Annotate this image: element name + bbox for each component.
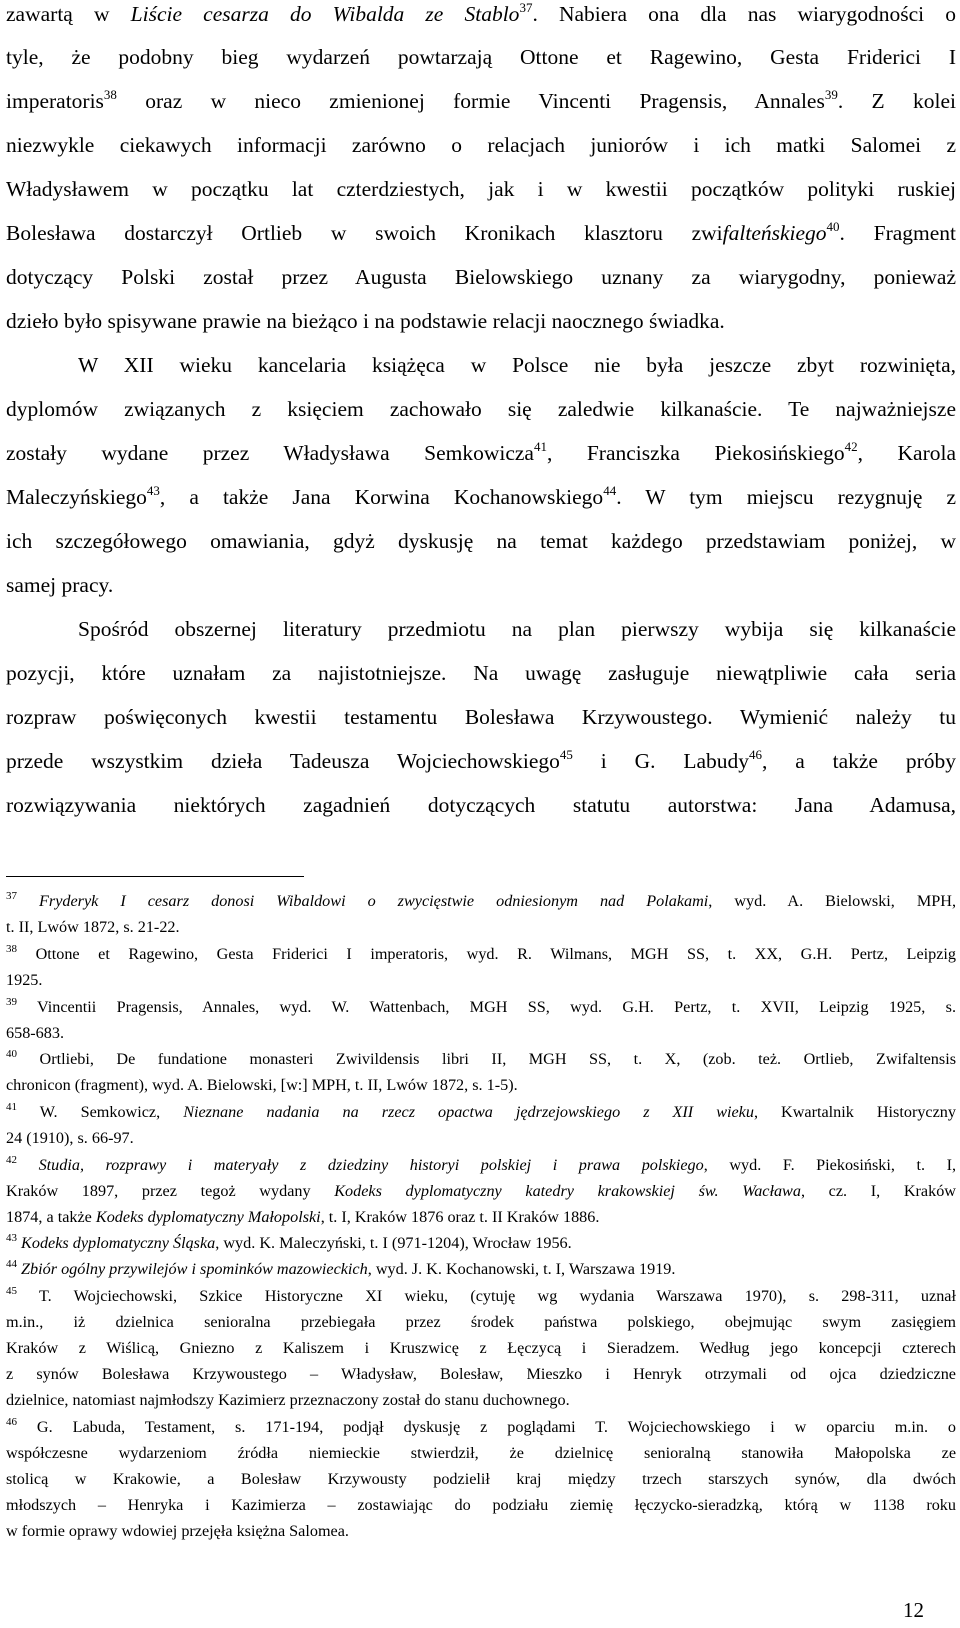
text-line: niezwykle ciekawych informacji zarówno o relacjach juniorów i ich matki Salomei z [6, 133, 956, 157]
footnote-line: Kraków 1897, przez tegoż wydany Kodeks dyplomatyczny katedry krakowskiej św. Wacława, cz. I, Kraków [6, 1182, 956, 1200]
text-line: rozpraw poświęconych kwestii testamentu Bolesława Krzywoustego. Wymienić należy tu [6, 705, 956, 729]
footnote-line: 1925. [6, 971, 43, 989]
footnote-38: $^{38}$ Ottone et Ragewino, Gesta Friderici I imperatoris, wyd. R. Wilmans, MGH SS, t. XX, G.H. Pertz, Leipzig [6, 943, 956, 963]
footnote-line: chronicon (fragment), wyd. A. Bielowski, [w:] MPH, t. II, Lwów 1872, s. 1-5). [6, 1076, 518, 1094]
footnote-44: $^{44}$ Zbiór ogólny przywilejów i spominków mazowieckich, wyd. J. K. Kochanowski, t. I, Warszawa 1919. [6, 1258, 676, 1278]
text-line: dotyczący Polski został przez Augusta Bielowskiego uznany za wiarygodny, ponieważ [6, 265, 956, 289]
footnote-37: $^{37}$ Fryderyk I cesarz donosi Wibaldowi o zwycięstwie odniesionym nad Polakami, wyd. A. Bielowski, MPH, [6, 890, 956, 910]
footnote-ref[interactable]: 40 [826, 219, 840, 234]
text-line: Spośród obszernej literatury przedmiotu na plan pierwszy wybija się kilkanaście [78, 617, 956, 641]
footnote-ref[interactable]: 43 [146, 483, 160, 498]
footnote-41: $^{41}$ W. Semkowicz, Nieznane nadania na rzecz opactwa jędrzejowskiego z XII wieku, Kwartalnik Historyczny [6, 1101, 956, 1121]
footnote-line: Kraków z Wiślicą, Gniezno z Kaliszem i Kruszwicę z Łęczycą i Sieradzem. Według jego koncepcji czterech [6, 1339, 956, 1357]
footnote-separator [6, 876, 304, 877]
footnote-ref[interactable]: 41 [533, 439, 547, 454]
text-line: Władysławem w początku lat czterdziestych, jak i w kwestii początków polityki ruskiej [6, 177, 956, 201]
text-line: ich szczegółowego omawiania, gdyż dyskusję na temat każdego przedstawiam poniżej, w [6, 529, 956, 553]
footnote-line: z synów Bolesława Krzywoustego – Władysław, Bolesław, Mieszko i Henryk otrzymali od ojca dziedziczne [6, 1365, 956, 1383]
footnote-ref[interactable]: 45 [559, 747, 573, 762]
text-line: dzieło było spisywane prawie na bieżąco i na podstawie relacji naocznego świadka. [6, 309, 725, 333]
footnote-40: $^{40}$ Ortliebi, De fundatione monasteri Zwivildensis libri II, MGH SS, t. X, (zob. też. Ortlieb, Zwifaltensis [6, 1048, 956, 1068]
footnote-ref[interactable]: 39 [824, 87, 838, 102]
text-line: samej pracy. [6, 573, 114, 597]
footnote-line: stolicą w Krakowie, a Bolesław Krzywousty podzielił kraj między trzech starszych synów, dla dwóch [6, 1470, 956, 1488]
text-line: dyplomów związanych z księciem zachowało się zaledwie kilkanaście. Te najważniejsze [6, 397, 956, 421]
text-line: W XII wieku kancelaria książęca w Polsce nie była jeszcze zbyt rozwinięta, [78, 353, 956, 377]
footnote-line: t. II, Lwów 1872, s. 21-22. [6, 918, 180, 936]
footnote-ref[interactable]: 44 [603, 483, 617, 498]
footnote-line: 1874, a także Kodeks dyplomatyczny Małopolski, t. I, Kraków 1876 oraz t. II Kraków 1886. [6, 1208, 600, 1226]
footnote-39: $^{39}$ Vincentii Pragensis, Annales, wyd. W. Wattenbach, MGH SS, wyd. G.H. Pertz, t. XVII, Leipzig 1925, s. [6, 996, 956, 1016]
text-line: zawartą w Liście cesarza do Wibalda ze Stablo$^{37}$. Nabiera ona dla nas wiarygodności o [6, 0, 957, 26]
footnote-ref[interactable]: 38 [103, 87, 117, 102]
footnote-line: w formie oprawy wdowiej przejęła księżna Salomea. [6, 1522, 349, 1540]
footnote-43: $^{43}$ Kodeks dyplomatyczny Śląska, wyd. K. Maleczyński, t. I (971-1204), Wrocław 1956. [6, 1232, 572, 1252]
text-line: przede wszystkim dzieła Tadeusza Wojciechowskiego$^{45}$ i G. Labudy$^{46}$, a także próby [6, 747, 956, 773]
text-line: Bolesława dostarczył Ortlieb w swoich Kronikach klasztoru zwifalteńskiego$^{40}$. Fragment [6, 219, 957, 245]
footnote-ref[interactable]: 46 [749, 747, 763, 762]
footnote-line: m.in., iż dzielnica senioralna przebiegała przez środek państwa polskiego, obejmując swym zasięgiem [6, 1313, 956, 1331]
footnote-line: współczesne wydarzeniom źródła niemieckie stwierdził, że dzielnicę senioralną stanowiła Małopolska ze [6, 1444, 956, 1462]
text-line: zostały wydane przez Władysława Semkowicza$^{41}$, Franciszka Piekosińskiego$^{42}$, Karola [6, 439, 956, 465]
text-line: rozwiązywania niektórych zagadnień dotyczących statutu autorstwa: Jana Adamusa, [6, 793, 956, 817]
text-line: Maleczyńskiego$^{43}$, a także Jana Korwina Kochanowskiego$^{44}$. W tym miejscu rezygnuję z [6, 483, 956, 509]
footnote-line: młodszych – Henryka i Kazimierza – zostawiając do podziału ziemię łęczycko-sieradzką, którą w 1138 roku [6, 1496, 956, 1514]
footnote-42: $^{42}$ Studia, rozprawy i materyały z dziedziny historyi polskiej i prawa polskiego, wyd. F. Piekosiński, t. I, [6, 1154, 957, 1174]
footnote-46: $^{46}$ G. Labuda, Testament, s. 171-194, podjął dyskusję z poglądami T. Wojciechowskiego i w oparciu m.in. o [6, 1416, 957, 1436]
footnote-line: 24 (1910), s. 66-97. [6, 1129, 134, 1147]
page-number: 12 [903, 1598, 924, 1622]
text-line: tyle, że podobny bieg wydarzeń powtarzają Ottone et Ragewino, Gesta Friderici I [6, 45, 956, 69]
footnote-line: 658-683. [6, 1024, 64, 1042]
footnote-ref[interactable]: 37 [519, 0, 533, 15]
text-line: imperatoris$^{38}$ oraz w nieco zmienionej formie Vincenti Pragensis, Annales$^{39}$. Z kolei [6, 87, 956, 113]
footnote-ref[interactable]: 42 [844, 439, 858, 454]
footnote-line: dzielnice, natomiast najmłodszy Kazimierz przeznaczony został do stanu duchownego. [6, 1391, 570, 1409]
text-line: pozycji, które uznałam za najistotniejsze. Na uwagę zasługuje niewątpliwie cała seria [6, 661, 956, 685]
footnote-45: $^{45}$ T. Wojciechowski, Szkice Historyczne XI wieku, (cytuję wg wydania Warszawa 1970), s. 298-311, uznał [6, 1285, 956, 1305]
